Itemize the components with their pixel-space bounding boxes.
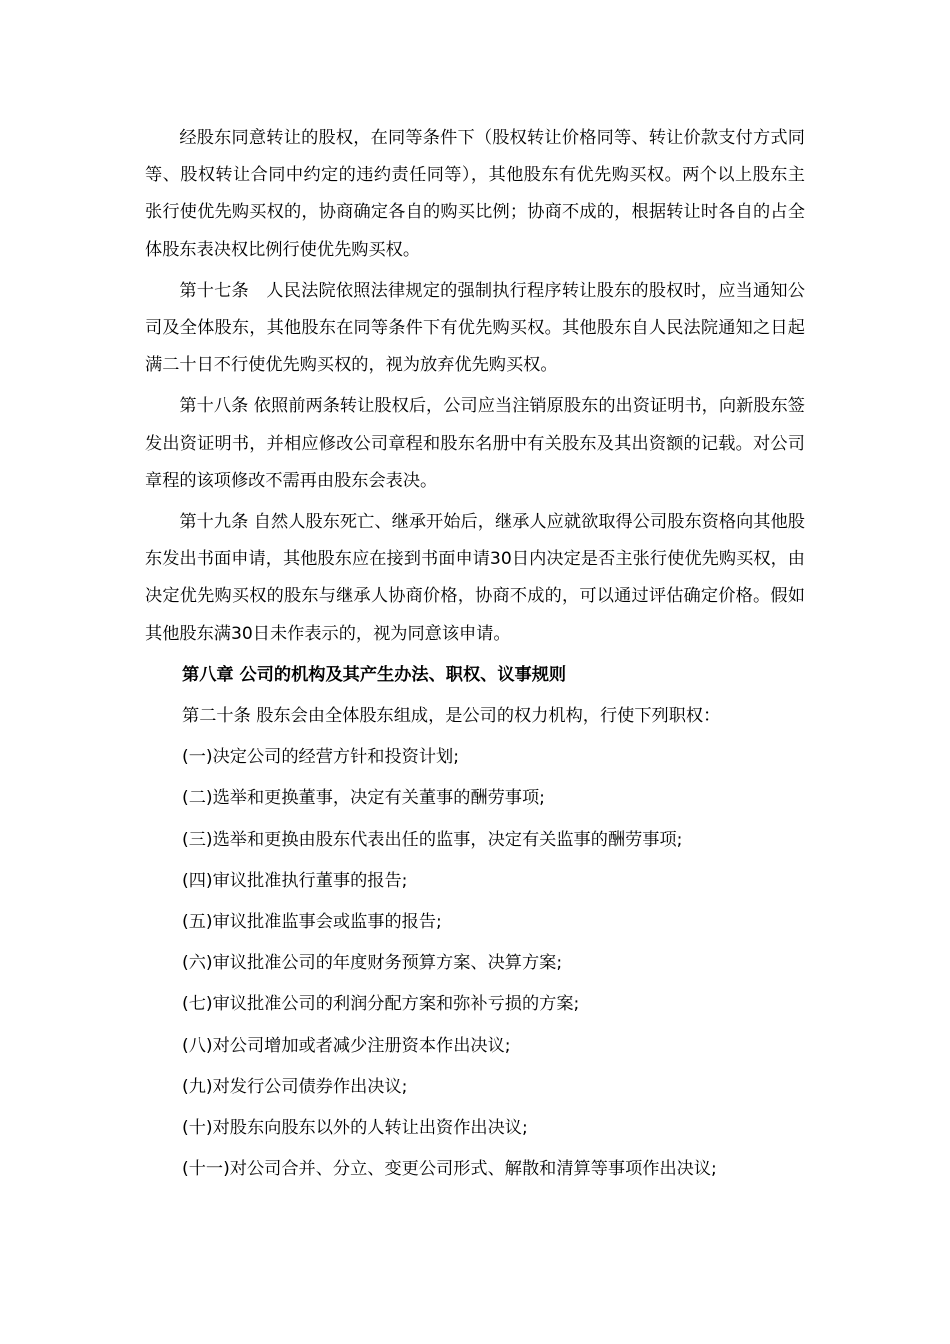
list-item: (四)审议批准执行董事的报告; [182, 870, 408, 891]
paragraph-share-transfer-priority: 经股东同意转让的股权，在同等条件下（股权转让价格同等、转让价款支付方式同等、股权转让合同中约定的违约责任同等），其他股东有优先购买权。两个以上股东主张行使优先购买权的，协商确定各自的购买比例；协商不成的，根据转让时各自的占全体股东表决权比例行使优先购买权。 [145, 128, 805, 260]
list-item: (三)选举和更换由股东代表出任的监事，决定有关监事的酬劳事项; [182, 829, 683, 850]
paragraph-article-20: 第二十条 股东会由全体股东组成，是公司的权力机构，行使下列职权： [182, 706, 721, 727]
list-item: (十)对股东向股东以外的人转让出资作出决议; [182, 1118, 528, 1139]
list-item: (十一)对公司合并、分立、变更公司形式、解散和清算等事项作出决议; [182, 1159, 717, 1180]
paragraph-article-18: 第十八条 依照前两条转让股权后，公司应当注销原股东的出资证明书，向新股东签发出资证明书，并相应修改公司章程和股东名册中有关股东及其出资额的记载。对公司章程的该项修改不需再由股东会表决。 [145, 396, 805, 491]
list-item: (二)选举和更换董事，决定有关董事的酬劳事项; [182, 788, 545, 809]
list-item: (九)对发行公司债券作出决议; [182, 1076, 408, 1097]
list-item: (五)审议批准监事会或监事的报告; [182, 912, 442, 933]
list-item: (六)审议批准公司的年度财务预算方案、决算方案; [182, 953, 563, 974]
paragraph-article-19: 第十九条 自然人股东死亡、继承开始后，继承人应就欲取得公司股东资格向其他股东发出书面申请，其他股东应在接到书面申请30日内决定是否主张行使优先购买权，由决定优先购买权的股东与继承人协商价格，协商不成的，可以通过评估确定价格。假如其他股东满30日未作表示的，视为同意该申请。 [145, 512, 805, 644]
list-item: (八)对公司增加或者减少注册资本作出决议; [182, 1035, 511, 1056]
list-item: (一)决定公司的经营方针和投资计划; [182, 747, 460, 768]
list-item: (七)审议批准公司的利润分配方案和弥补亏损的方案; [182, 994, 580, 1015]
chapter-heading: 第八章 公司的机构及其产生办法、职权、议事规则 [182, 664, 567, 685]
document-page [145, 120, 805, 1188]
paragraph-article-17: 第十七条 人民法院依照法律规定的强制执行程序转让股东的股权时，应当通知公司及全体股东，其他股东在同等条件下有优先购买权。其他股东自人民法院通知之日起满二十日不行使优先购买权的，视为放弃优先购买权。 [145, 280, 805, 376]
